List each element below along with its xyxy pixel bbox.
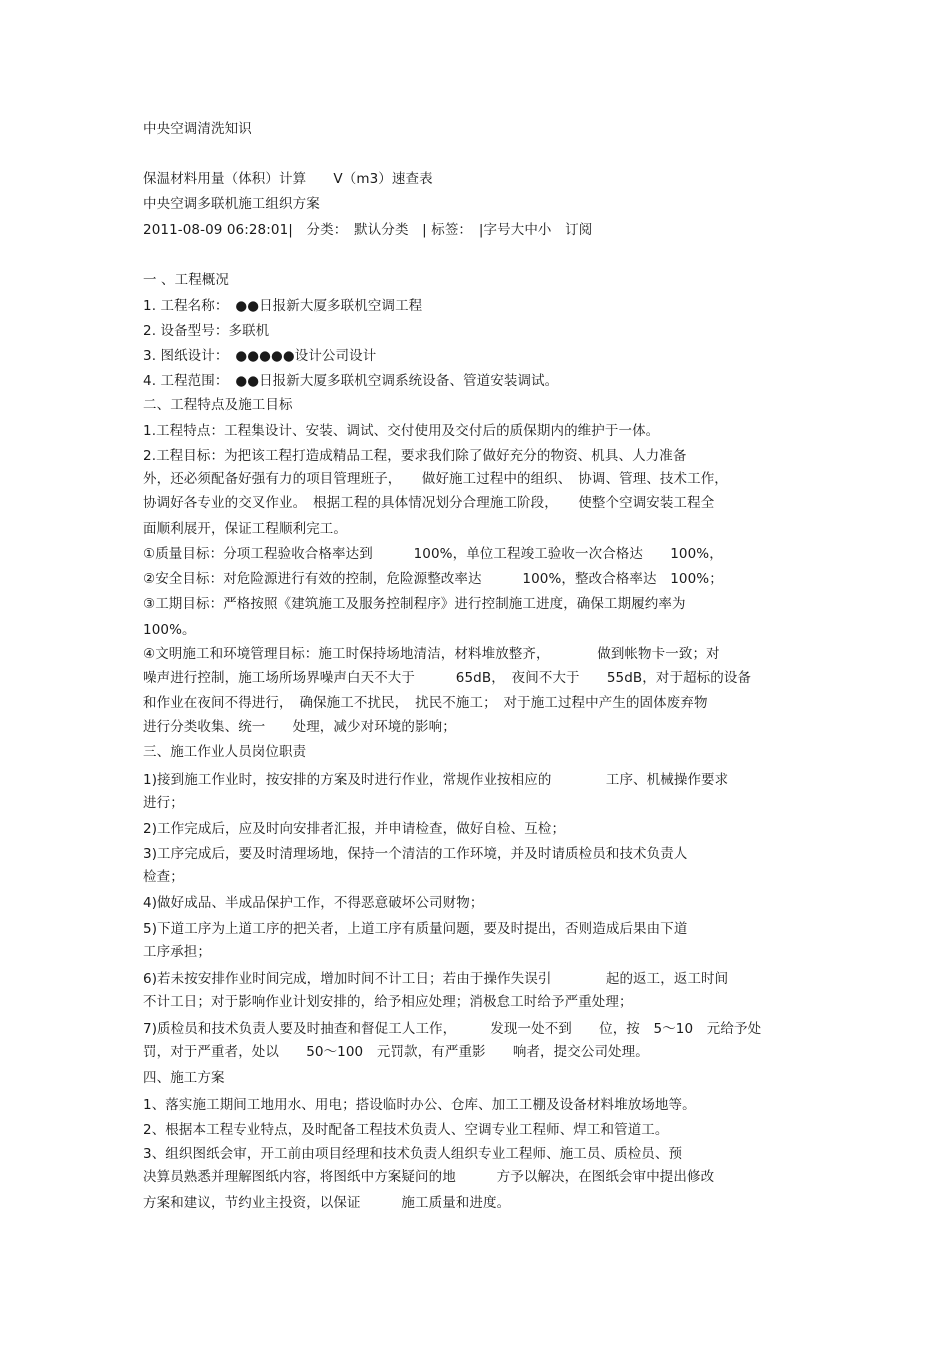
paragraph-line: 不计工日；对于影响作业计划安排的，给予相应处理；消极怠工时给予严重处理； xyxy=(143,994,633,1010)
paragraph-line: 进行； xyxy=(143,795,184,811)
paragraph-line: 外，还必须配备好强有力的项目管理班子， 做好施工过程中的组织、 协调、管理、技术工作， xyxy=(143,471,728,487)
section-heading-goals: 二、工程特点及施工目标 xyxy=(143,397,293,413)
section-heading-plan: 四、施工方案 xyxy=(143,1070,225,1086)
overview-item: 1. 工程名称： ●●日报新大厦多联机空调工程 xyxy=(143,298,423,314)
paragraph-line: 和作业在夜间不得进行， 确保施工不扰民， 扰民不施工； 对于施工过程中产生的固体废弃物 xyxy=(143,695,708,711)
paragraph-line: 2.工程目标：为把该工程打造成精品工程，要求我们除了做好充分的物资、机具、人力准备 xyxy=(143,448,687,464)
paragraph-line: 检查； xyxy=(143,869,184,885)
section-heading-overview: 一 、工程概况 xyxy=(143,272,229,288)
page-title: 中央空调清洗知识 xyxy=(143,121,252,137)
paragraph-line: 1.工程特点：工程集设计、安装、调试、交付使用及交付后的质保期内的维护于一体。 xyxy=(143,423,660,439)
related-link-1[interactable]: 保温材料用量（体积）计算 V（m3）速查表 xyxy=(143,171,433,187)
paragraph-line: 1)接到施工作业时，按安排的方案及时进行作业，常规作业按相应的 工序、机械操作要求 xyxy=(143,772,729,788)
paragraph-line: 3)工序完成后，要及时清理场地，保持一个清洁的工作环境，并及时请质检员和技术负责人 xyxy=(143,846,688,862)
overview-item: 3. 图纸设计： ●●●●●设计公司设计 xyxy=(143,348,377,364)
paragraph-line: 5)下道工序为上道工序的把关者，上道工序有质量问题，要及时提出，否则造成后果由下道 xyxy=(143,921,688,937)
overview-item: 4. 工程范围： ●●日报新大厦多联机空调系统设备、管道安装调试。 xyxy=(143,373,559,389)
paragraph-line: 进行分类收集、统一 处理，减少对环境的影响； xyxy=(143,719,456,735)
paragraph-line: 2)工作完成后，应及时向安排者汇报，并申请检查，做好自检、互检； xyxy=(143,821,566,837)
paragraph-line: 2、根据本工程专业特点，及时配备工程技术负责人、空调专业工程师、焊工和管道工。 xyxy=(143,1122,669,1138)
paragraph-line: 噪声进行控制，施工场所场界噪声白天不大于 65dB， 夜间不大于 55dB，对于超标的设备 xyxy=(143,670,752,686)
paragraph-line: 协调好各专业的交叉作业。 根据工程的具体情况划分合理施工阶段， 使整个空调安装工程全 xyxy=(143,495,715,511)
paragraph-line: 面顺利展开，保证工程顺利完工。 xyxy=(143,521,347,537)
paragraph-line: 6)若未按安排作业时间完成，增加时间不计工日；若由于操作失误引 起的返工，返工时间 xyxy=(143,971,729,987)
paragraph-line: ②安全目标：对危险源进行有效的控制，危险源整改率达 100%，整改合格率达 100%； xyxy=(143,571,723,587)
paragraph-line: 罚，对于严重者，处以 50～100 元罚款，有严重影 响者，提交公司处理。 xyxy=(143,1044,649,1060)
paragraph-line: ③工期目标：严格按照《建筑施工及服务控制程序》进行控制施工进度，确保工期履约率为 xyxy=(143,596,686,612)
paragraph-line: 工序承担； xyxy=(143,944,211,960)
section-heading-duties: 三、施工作业人员岗位职责 xyxy=(143,744,307,760)
overview-item: 2. 设备型号：多联机 xyxy=(143,323,270,339)
paragraph-line: 4)做好成品、半成品保护工作，不得恶意破坏公司财物； xyxy=(143,895,484,911)
post-meta: 2011-08-09 06:28:01| 分类： 默认分类 | 标签： |字号大中小 订阅 xyxy=(143,222,593,238)
related-link-2[interactable]: 中央空调多联机施工组织方案 xyxy=(143,196,320,212)
paragraph-line: 3、组织图纸会审，开工前由项目经理和技术负责人组织专业工程师、施工员、质检员、预 xyxy=(143,1146,683,1162)
paragraph-line: 方案和建议，节约业主投资，以保证 施工质量和进度。 xyxy=(143,1195,511,1211)
paragraph-line: 决算员熟悉并理解图纸内容，将图纸中方案疑问的地 方予以解决，在图纸会审中提出修改 xyxy=(143,1169,715,1185)
paragraph-line: 7)质检员和技术负责人要及时抽查和督促工人工作， 发现一处不到 位，按 5～10 元给予处 xyxy=(143,1021,762,1037)
paragraph-line: ①质量目标：分项工程验收合格率达到 100%，单位工程竣工验收一次合格达 100%， xyxy=(143,546,723,562)
paragraph-line: 1、落实施工期间工地用水、用电；搭设临时办公、仓库、加工工棚及设备材料堆放场地等。 xyxy=(143,1097,696,1113)
paragraph-line: 100%。 xyxy=(143,622,196,638)
paragraph-line: ④文明施工和环境管理目标：施工时保持场地清洁，材料堆放整齐， 做到帐物卡一致；对 xyxy=(143,646,720,662)
